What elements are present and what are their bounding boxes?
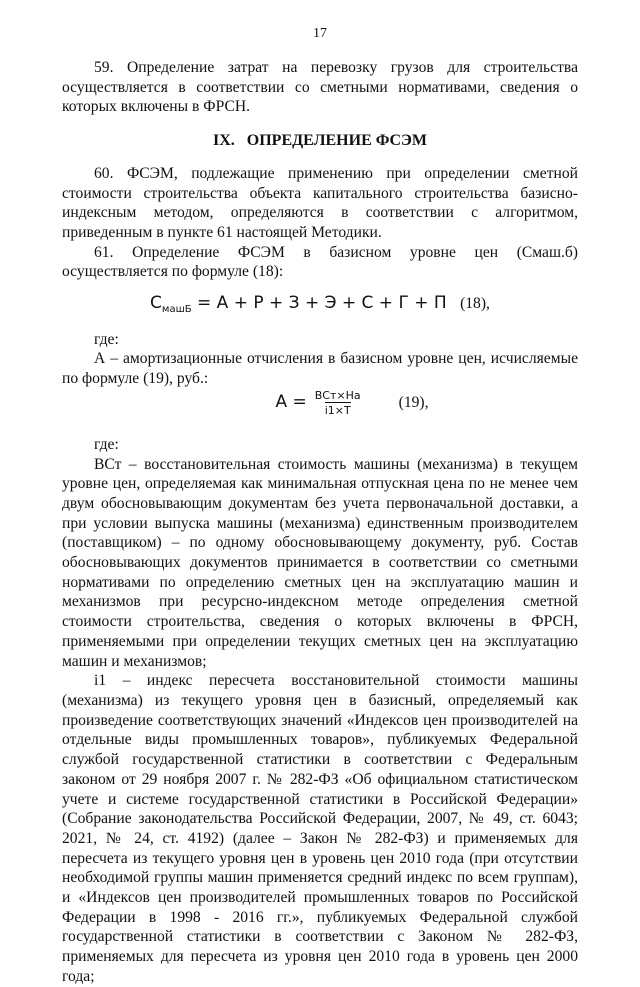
page-number: 17 — [313, 26, 327, 41]
formula-19-denominator: i1×Т — [324, 403, 351, 417]
where-label-1: где: — [94, 330, 119, 348]
document-body — [62, 58, 578, 987]
formula-18-lhs: С — [150, 293, 162, 314]
section-heading: IX. ОПРЕДЕЛЕНИЕ ФСЭМ — [213, 132, 427, 150]
formula-19-lhs: А = — [275, 391, 307, 412]
paragraph-59: 59. Определение затрат на перевозку грузов для строительства осуществляется в соответствии со сметными нормативами, сведения о которых включены в ФРСН. — [62, 59, 578, 116]
formula-19 — [126, 389, 578, 417]
formula-18-lhs-subscript: машБ — [161, 304, 192, 316]
definition-a: А – амортизационные отчисления в базисном уровне цен, исчисляемые по формуле (19), руб.: — [62, 350, 578, 388]
paragraph-61: 61. Определение ФСЭМ в базисном уровне цен (Смаш.б) осуществляется по формуле (18): — [62, 243, 578, 281]
formula-19-numerator: ВСт×На — [314, 388, 361, 402]
formula-18-number: (18), — [460, 295, 490, 313]
where-label-2: где: — [94, 435, 119, 453]
formula-19-fraction — [315, 389, 361, 417]
paragraph-60: 60. ФСЭМ, подлежащие применению при определении сметной стоимости строительства объекта капитального строительства базисно-индексным методом, определяются в соответствии с алгоритмом, приведенным в пункте 61 настоящей Методики. — [62, 164, 578, 241]
formula-19-number: (19), — [398, 393, 429, 411]
formula-18-rhs: = А + Р + З + Э + С + Г + П — [197, 293, 447, 314]
definition-i1: i1 – индекс пересчета восстановительной стоимости машины (механизма) из текущего уровня цен в базисный, определяемый как произведение соответствующих значений «Индексов цен производителей на отдельные виды промышленных товаров», публикуемых Федеральной службой государственной статистики в соответствии с Федеральным законом от 29 ноября 2007 г. № 282-ФЗ «Об официальном статистическом учете и системе государственной статистики в Российской Федерации» (Собрание законодательства Российской Федерации, 2007, № 49, ст. 6043; 2021, № 24, ст. 4192) (далее – Закон № 282-ФЗ) и применяемых для пересчета из текущего уровня цен в уровень цен 2010 года (при отсутствии необходимой группы машин применяется средний индекс по всем группам), и «Индексов цен производителей промышленных товаров по Российской Федерации в 1998 - 2016 гг.», публикуемых Федеральной службой государственной статистики в соответствии с Законом № 282-ФЗ, применяемых для пересчета из уровня цен 2010 года в уровень цен 2000 года; — [62, 672, 578, 985]
definition-vs: ВСт – восстановительная стоимость машины (механизма) в текущем уровне цен, определяемая как минимальная отпускная цена по не менее чем двум обосновывающим документам без учета первоначальной доставки, а при условии выпуска машины (механизма) единственным производителем (поставщиком) – по одному обосновывающему документу, руб. Состав обосновывающих документов принимается в соответствии со сметными нормативами по определению сметных цен на эксплуатацию машин и механизмов при ресурсно-индексном методе определения сметной стоимости строительства, сведения о которых включены в ФРСН, применяемыми при определении текущих сметных цен на эксплуатацию машин и механизмов; — [62, 455, 578, 670]
formula-18 — [62, 294, 578, 320]
